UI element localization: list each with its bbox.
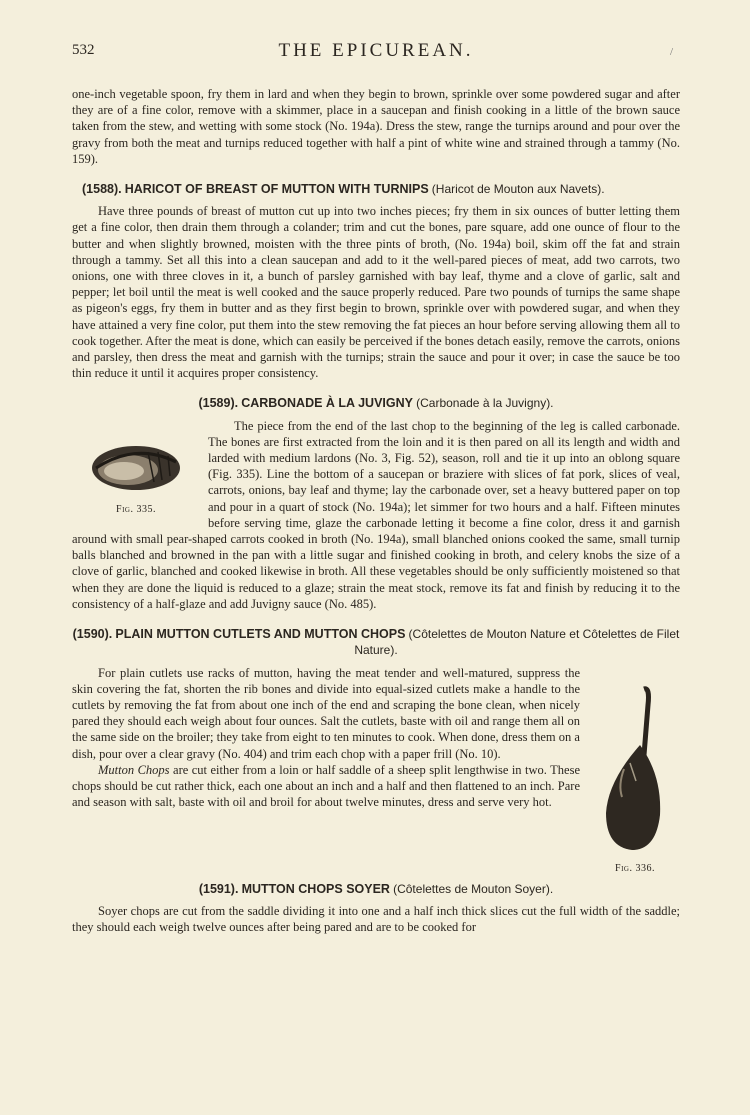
running-title: THE EPICUREAN. <box>278 40 474 61</box>
section-1589-text: The piece from the end of the last chop to the beginning of the leg is called carbonade. The bones are first extracted from the loin and it is then pared on all its length and width and larded with medium lardons (No. 3, Fig. 52), season, roll and tie it up into an oblong square (Fig. 335). Line the bottom of a saucepan or braziere with slices of fat pork, slices of veal, carrots, onions, bay leaf and thyme; lay the carbonade over, set a heavy buttered paper on top and pour in a quart of stock (No. 194a); let simmer for two hours and a half. Fifteen minutes before serving time, glaze the carbonade letting it become a fine color, dress it and garnish around with small pear-shaped carrots cooked in broth (No. 194a), small blanched onions cooked the same, small turnip balls blanched and browned in the pan with a little sugar and finished cooking in broth, and celery knobs the size of a clove of garlic, blanched and cooked likewise in broth. All these vegetables should be only sufficiently moistened so that when they are done the liquid is reduced to a glaze; strain the meat stock, remove its fat and finish by reducing it to the consistency of a half-glaze and add Juvigny sauce (No. 485). <box>72 418 680 611</box>
figure-caption: Fig. 335. <box>116 503 156 515</box>
section-title: HARICOT OF BREAST OF MUTTON WITH TURNIPS <box>124 182 429 197</box>
section-subtitle: (Côtelettes de Mouton Nature et Côtelettes de Filet Nature). <box>354 627 680 658</box>
section-title: PLAIN MUTTON CUTLETS AND MUTTON CHOPS <box>115 627 406 642</box>
section-number: (1589). <box>198 396 239 411</box>
section-subtitle: (Haricot de Mouton aux Navets). <box>431 182 605 197</box>
mutton-chops-lead: Mutton Chops <box>98 762 170 777</box>
figure-caption: Fig. 336. <box>615 862 655 874</box>
page-number: 532 <box>72 42 95 58</box>
section-1591-text: Soyer chops are cut from the saddle dividing it into one and a half inch thick slices cut the full width of the saddle; they should each weigh twelve ounces after being pared and are to be cooked for <box>72 904 680 935</box>
section-title: MUTTON CHOPS SOYER <box>241 881 390 896</box>
section-1588-text: Have three pounds of breast of mutton cut up into two inches pieces; fry them in six ounces of butter letting them get a fine color, then drain them through a colander; trim and cut the bones, pare square, add one ounce of flour to the butter and when slightly browned, moisten with the three pints of broth, (No. 194a) boil, skim off the fat and strain through a tammy. Set all this into a clean saucepan and add to it the well-pared pieces of meat, add two carrots, two onions, one with three cloves in it, a bunch of parsley garnished with bay leaf, thyme and a clove of garlic, salt and pepper; let boil until the meat is well cooked and the sauce properly reduced. Pare two pounds of turnips the same shape as pigeon's eggs, fry them in butter and as they first begin to brown, sprinkle over with powdered sugar, and when they have attained a very fine color, put them into the stew removing the fat pieces an hour before serving allowing them all to cook together. After the meat is done, which can easily be perceived if the bones detach easily, remove the carrots, onions and parsley, then dress the meat and garnish with the turnips; strain the sauce and pour it over; in case the sauce be too thin reduce it until it acquires proper consistency. <box>72 204 681 381</box>
section-subtitle: (Côtelettes de Mouton Soyer). <box>393 881 554 896</box>
figure-335 <box>72 438 200 518</box>
corner-mark: / <box>670 46 674 58</box>
section-number: (1591). <box>198 881 239 896</box>
section-1589-content <box>72 418 680 612</box>
section-1590-text: For plain cutlets use racks of mutton, having the meat tender and well-matured, suppress the skin covering the fat, shorten the rib bones and divide into equal-sized cutlets make a handle to the cutlets by removing the fat from about one inch of the end and scraping the bone clean, when nicely pared they should each weigh about four ounces. Salt the cutlets, baste with oil and range them all on the same side on the broiler; they take from eight to ten minutes to cook. When done, dress them on a dish, pour over a clear gravy (No. 404) and trim each chop with a paper frill (No. 10). <box>72 665 580 761</box>
mutton-chops-text: are cut either from a loin or half saddle of a sheep split lengthwise in two. These chops should be cut rather thick, each one about an inch and a half and then flattened to an inch. Pare and season with salt, baste with oil and broil for about twelve minutes, dress and serve very hot. <box>72 762 581 810</box>
section-title: CARBONADE À LA JUVIGNY <box>241 396 413 411</box>
section-subtitle: (Carbonade à la Juvigny). <box>416 396 554 411</box>
fig-336-mutton-chop-engraving <box>600 685 670 855</box>
figure-336 <box>590 685 680 877</box>
intro-paragraph: one-inch vegetable spoon, fry them in lard and when they begin to brown, sprinkle over some powdered sugar and after they are of a fine color, remove with a skimmer, place in a saucepan and finish cooking in a little of the brown sauce taken from the stew, and wetting with some stock (No. 194a). Dress the stew, range the turnips around and pour over the gravy from both the meat and turnips reduced together with half a pint of white wine and strained through a tammy (No. 159). <box>72 87 680 166</box>
section-1588-heading <box>72 181 680 197</box>
section-1590-text-2 <box>72 762 680 811</box>
section-1590-content <box>72 665 680 874</box>
section-1590-heading <box>72 626 680 658</box>
section-number: (1588). <box>82 182 122 197</box>
page-header <box>72 40 680 66</box>
section-1589-heading <box>72 395 680 411</box>
section-1591-heading <box>72 881 680 897</box>
section-number: (1590). <box>72 627 113 642</box>
page-body <box>72 86 680 936</box>
fig-335-carbonade-engraving <box>88 438 184 496</box>
